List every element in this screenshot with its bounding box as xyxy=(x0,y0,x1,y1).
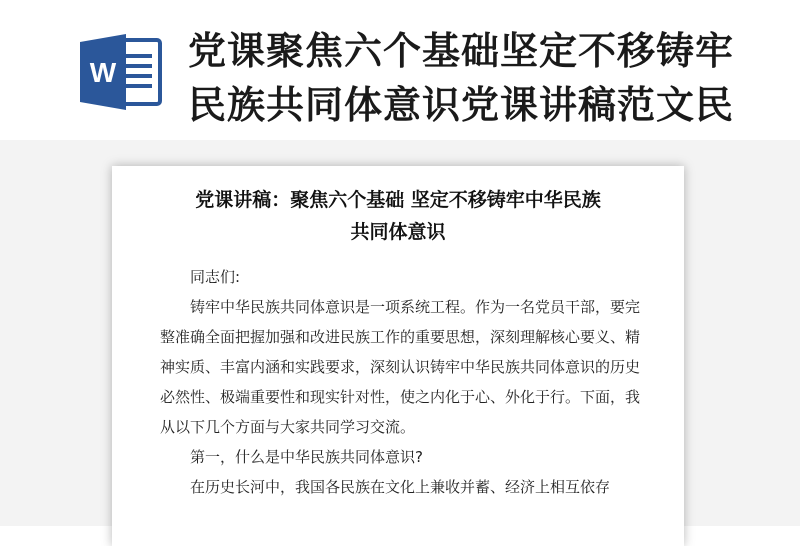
document-body xyxy=(160,262,650,502)
document-page xyxy=(112,166,684,546)
paragraph-section-heading: 第一，什么是中华民族共同体意识? xyxy=(190,448,423,466)
paragraph-intro: 铸牢中华民族共同体意识是一项系统工程。作为一名党员干部，要完整准确全面把握加强和改进民族工作的重要思想，深刻理解核心要义、精神实质、丰富内涵和实践要求，深刻认识铸牢中华民族共同体意识的历史必然性、极端重要性和现实针对性，使之内化于心、外化于行。下面，我从以下几个方面与大家共同学习交流。 xyxy=(160,298,641,436)
paragraph-section-text: 在历史长河中，我国各民族在文化上兼收并蓄、经济上相互依存 xyxy=(190,478,611,496)
word-icon-letter: W xyxy=(89,57,117,88)
page-title: 党课聚焦六个基础坚定不移铸牢 民族共同体意识党课讲稿范文民 xyxy=(188,29,735,127)
paragraph-greeting: 同志们: xyxy=(190,268,241,286)
word-document-icon xyxy=(78,32,164,112)
header-banner xyxy=(0,0,800,140)
document-title: 党课讲稿：聚焦六个基础 坚定不移铸牢中华民族 共同体意识 xyxy=(195,189,601,243)
